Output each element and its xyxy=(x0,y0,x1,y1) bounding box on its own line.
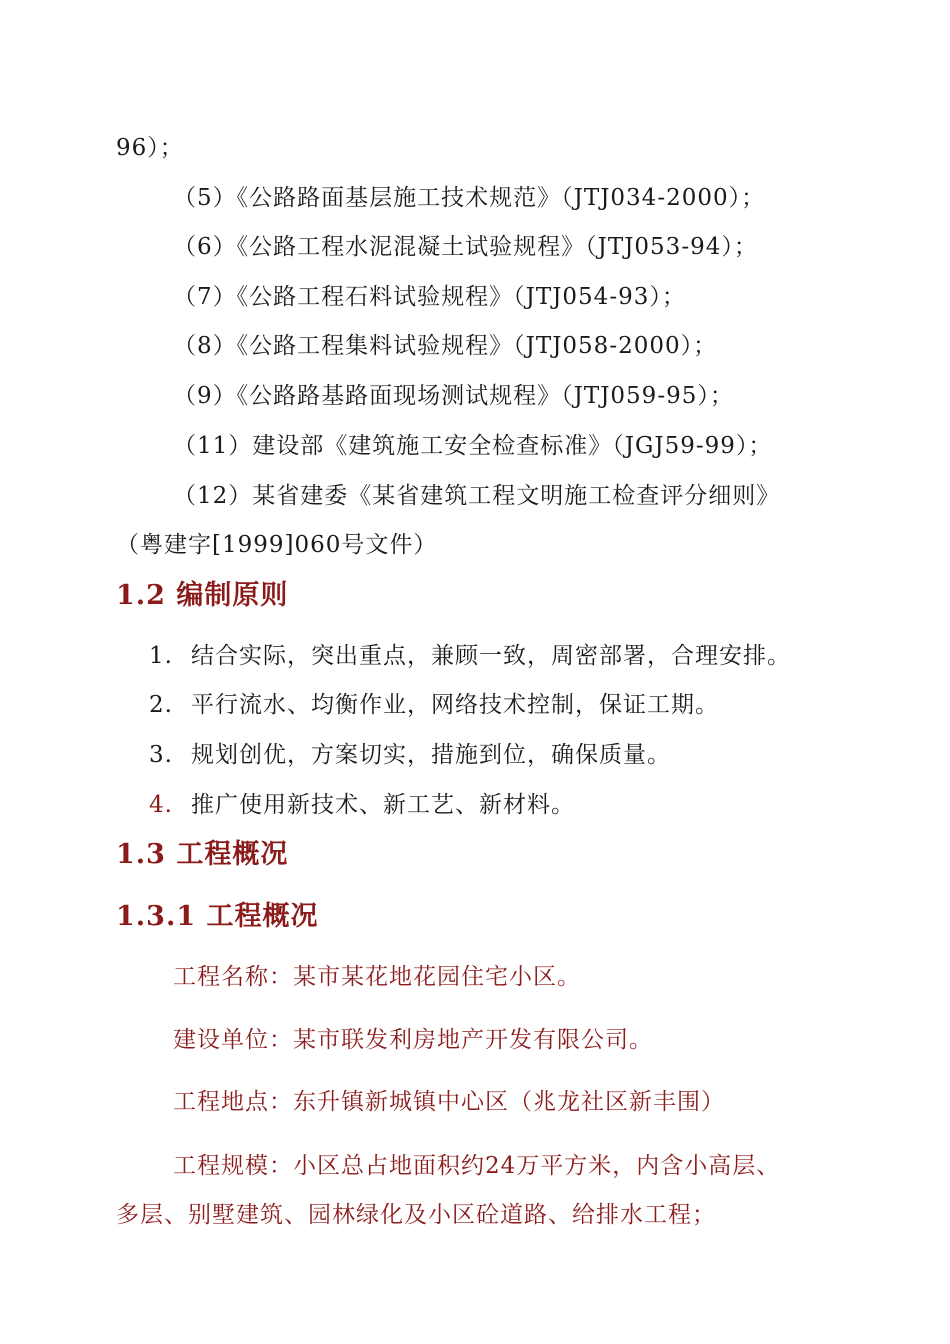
info-key: 工程地点： xyxy=(173,1089,293,1115)
section-heading-1-3: 1.3 工程概况 xyxy=(116,839,289,870)
project-scale-continuation: 多层、别墅建筑、园林绿化及小区砼道路、给排水工程； xyxy=(116,1202,716,1228)
info-value: 某市某花地花园住宅小区。 xyxy=(293,964,581,990)
subsection-heading-1-3-1: 1.3.1 工程概况 xyxy=(116,901,319,932)
reference-item: （12）某省建委《某省建筑工程文明施工检查评分细则》 xyxy=(173,483,781,509)
section-heading-1-2: 1.2 编制原则 xyxy=(116,580,289,611)
project-info-row xyxy=(173,1025,653,1055)
principle-item xyxy=(149,641,791,671)
info-key: 工程名称： xyxy=(173,964,293,990)
reference-item: （6）《公路工程水泥混凝土试验规程》（JTJ053-94）； xyxy=(173,234,758,260)
reference-item: （5）《公路路面基层施工技术规范》（JTJ034-2000）； xyxy=(173,185,766,211)
principle-item xyxy=(149,690,719,720)
info-value: 东升镇新城镇中心区（兆龙社区新丰围） xyxy=(293,1089,725,1115)
reference-continuation-top: 96）； xyxy=(116,135,184,161)
project-info-row xyxy=(173,1087,725,1117)
reference-continuation-bottom: （粤建字[1999]060号文件） xyxy=(116,532,438,558)
info-key: 建设单位： xyxy=(173,1027,293,1053)
principle-text: 规划创优，方案切实，措施到位，确保质量。 xyxy=(191,742,671,768)
principle-number: 2. xyxy=(149,692,173,718)
reference-item: （9）《公路路基路面现场测试规程》（JTJ059-95）； xyxy=(173,383,734,409)
reference-item: （11）建设部《建筑施工安全检查标准》（JGJ59-99）； xyxy=(173,433,773,459)
info-value: 某市联发利房地产开发有限公司。 xyxy=(293,1027,653,1053)
reference-item: （7）《公路工程石料试验规程》（JTJ054-93）； xyxy=(173,284,686,310)
principle-text: 平行流水、均衡作业，网络技术控制，保证工期。 xyxy=(191,692,719,718)
principle-text: 推广使用新技术、新工艺、新材料。 xyxy=(191,792,575,818)
principle-number: 1. xyxy=(149,643,173,669)
principle-item xyxy=(149,790,575,820)
principle-number: 4. xyxy=(149,792,173,818)
info-value: 小区总占地面积约24万平方米，内含小高层、 xyxy=(293,1153,781,1179)
project-info-row xyxy=(173,1151,780,1181)
info-key: 工程规模： xyxy=(173,1153,293,1179)
reference-item: （8）《公路工程集料试验规程》（JTJ058-2000）； xyxy=(173,333,718,359)
principle-text: 结合实际，突出重点，兼顾一致，周密部署，合理安排。 xyxy=(191,643,791,669)
principle-number: 3. xyxy=(149,742,173,768)
project-info-row xyxy=(173,962,581,992)
principle-item xyxy=(149,740,671,770)
